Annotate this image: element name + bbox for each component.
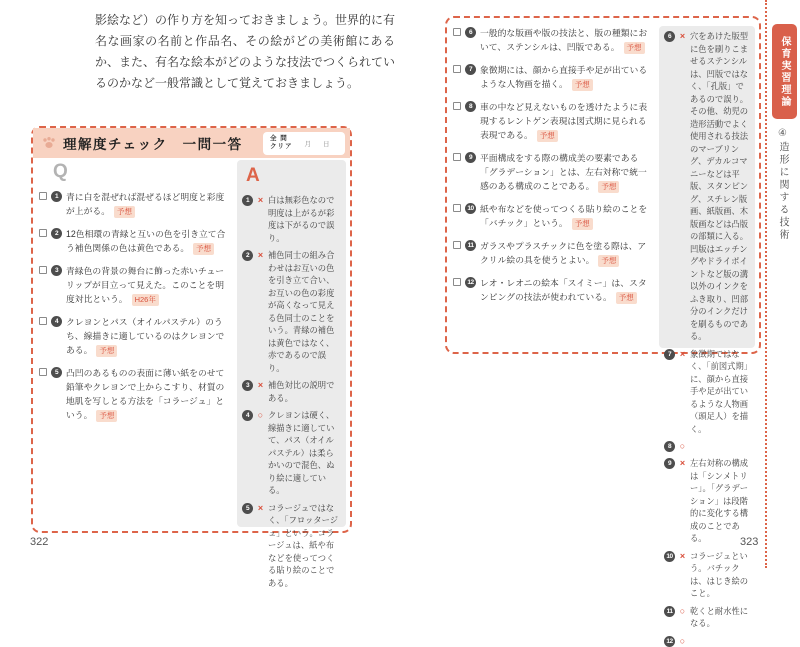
question-tag: H26年 — [132, 294, 159, 306]
answer-mark: × — [257, 380, 264, 390]
answer-number: 1 — [242, 195, 253, 206]
question-checkbox[interactable] — [453, 278, 461, 286]
question-number: 6 — [465, 27, 476, 38]
question-tag: 予想 — [572, 218, 593, 230]
answer-item — [242, 379, 341, 404]
answer-number: 10 — [664, 551, 675, 562]
answer-item — [664, 348, 750, 436]
question-tag: 予想 — [598, 181, 619, 193]
question-text: 12色相環の青緑と互いの色を引き立て合う補色関係の色は黄色である。 — [66, 229, 226, 253]
answer-number: 6 — [664, 31, 675, 42]
question-text: ガラスやプラスチックに色を塗る際は、アクリル絵の具を使うとよい。 — [480, 241, 647, 265]
question-checkbox[interactable] — [453, 153, 461, 161]
answer-text: クレヨンは硬く、線描きに適していて、パス（オイルパステル）は柔らかいので混色、ぬり絵に適している。 — [268, 410, 335, 495]
answer-number: 2 — [242, 250, 253, 261]
question-tag: 予想 — [193, 243, 214, 255]
answer-text: コラージュではなく、「フロッタージュ」という。コラージュは、紙や布などを使ってつくる貼り絵のことである。 — [268, 502, 339, 588]
page-number-left: 322 — [30, 536, 49, 548]
answer-column-left — [237, 160, 346, 588]
question-tag: 予想 — [572, 79, 593, 91]
answer-mark: × — [679, 550, 686, 561]
sidebar-chapter-label: 保育実習理論 — [779, 35, 790, 108]
question-item — [453, 239, 653, 267]
month-label: 月 — [304, 140, 311, 148]
question-item — [39, 190, 231, 218]
question-item — [39, 366, 231, 422]
all-clear-label — [270, 135, 293, 151]
answer-mark: × — [257, 502, 264, 513]
answer-number: 9 — [664, 458, 675, 469]
question-list-right — [453, 26, 653, 304]
question-text: 平面構成をする際の構成美の要素である「グラデーション」とは、左右対称で統一感のある構成のことである。 — [480, 153, 647, 191]
question-item — [39, 315, 231, 357]
all-clear-line2: クリア — [270, 143, 293, 150]
question-tag: 予想 — [114, 206, 135, 218]
question-item — [39, 227, 231, 255]
answer-item — [664, 30, 750, 343]
question-text: 象徴期には、顔から直接手や足が出ているような人物画を描く。 — [480, 65, 648, 89]
question-item — [453, 100, 653, 142]
answer-text: 補色同士の組み合わせはお互いの色を引き立て合い、お互いの色の彩度が高くなって見える色同士のことをいう。青緑の補色は黄色ではなく、赤であるので誤り。 — [268, 250, 335, 373]
answer-mark: × — [679, 31, 686, 41]
question-checkbox[interactable] — [453, 28, 461, 36]
sidebar-divider — [765, 0, 767, 568]
question-item — [453, 202, 653, 230]
answer-number: 7 — [664, 349, 675, 360]
answer-number: 11 — [664, 606, 675, 617]
question-list-left — [39, 190, 231, 422]
question-number: 4 — [51, 316, 62, 327]
answer-mark: × — [257, 195, 264, 205]
question-number: 10 — [465, 203, 476, 214]
answer-item — [242, 194, 341, 244]
question-number: 8 — [465, 101, 476, 112]
question-checkbox[interactable] — [39, 229, 47, 237]
answer-number: 8 — [664, 441, 675, 452]
question-number: 3 — [51, 265, 62, 276]
answer-mark: ○ — [679, 605, 686, 616]
question-tag: 予想 — [96, 345, 117, 357]
question-column-left — [39, 160, 237, 527]
answer-mark: × — [257, 250, 264, 260]
answer-text: 左右対称の構成は「シンメトリー」。「グラデーション」は段階的に変化する構成のことである。 — [690, 458, 749, 543]
question-item — [453, 276, 653, 304]
question-text: クレヨンとパス（オイルパステル）のうち、線描きに適しているのはクレヨンである。 — [66, 317, 225, 355]
answer-mark: × — [679, 458, 686, 468]
sidebar-chapter-tab — [772, 24, 797, 119]
question-tag: 予想 — [616, 292, 637, 304]
answer-item — [664, 440, 750, 452]
sidebar-section-label — [775, 128, 790, 242]
answer-text: 穴をあけた版型に色を刷りこませるステンシルは、凹版ではなく、「孔版」であるので誤り。その他、幼児の造形活動でよく使用される技法のマーブリング、デカルコマニーなどは平版、スタンピング、スチレン版画、紙版画、木版画などは凸版の部類に入る。凹版はエッチングやドライポイントなど版の溝以外のインクをふき取り、凹部分のインクだけを刷るものである。 — [690, 31, 749, 341]
question-number: 1 — [51, 191, 62, 202]
q-column-header: Q — [53, 161, 68, 182]
answer-number: 3 — [242, 380, 253, 391]
question-checkbox[interactable] — [453, 241, 461, 249]
question-column-right — [453, 26, 659, 348]
question-number: 11 — [465, 240, 476, 251]
answer-mark: ○ — [257, 410, 264, 420]
answer-number: 12 — [664, 636, 675, 647]
answer-text: 象徴期ではなく、「前図式期」に、顔から直接手や足が出ているような人物画（頭足人）を描く。 — [690, 348, 749, 434]
question-checkbox[interactable] — [39, 266, 47, 274]
day-label: 日 — [323, 140, 330, 148]
answer-number: 5 — [242, 503, 253, 514]
answer-mark: ○ — [679, 441, 686, 451]
question-number: 9 — [465, 152, 476, 163]
question-text: 一般的な版画や版の技法と、版の種類において、ステンシルは、凹版である。 — [480, 28, 648, 52]
question-text: 凸凹のあるものの表面に薄い紙をのせて鉛筆やクレヨンで上からこすり、材質の地肌を写しとる方法を「コラージュ」という。 — [66, 368, 225, 420]
question-checkbox[interactable] — [453, 102, 461, 110]
answer-item — [242, 409, 341, 497]
page-number-right: 323 — [740, 536, 759, 548]
question-number: 2 — [51, 228, 62, 239]
answer-item — [664, 605, 750, 630]
question-tag: 予想 — [598, 255, 619, 267]
question-text: 紙や布などを使ってつくる貼り絵のことを「バチック」という。 — [480, 204, 648, 228]
answer-mark: ○ — [679, 635, 686, 646]
answer-number: 4 — [242, 410, 253, 421]
paw-icon — [41, 136, 57, 150]
question-number: 5 — [51, 367, 62, 378]
answer-list-right — [664, 30, 750, 647]
question-text: レオ・レオニの絵本「スイミー」は、スタンピングの技法が使われている。 — [480, 278, 647, 302]
question-text: 車の中など見えないものを透けたように表現するレントゲン表現は図式期に見られる表現である。 — [480, 102, 648, 140]
question-tag: 予想 — [96, 410, 117, 422]
question-text: 青緑色の背景の舞台に飾った赤いチューリップが目立って見えた。このことを明度対比という。 — [66, 266, 225, 304]
sidebar-section-number: ④ — [777, 128, 788, 142]
question-number: 12 — [465, 277, 476, 288]
answer-item — [242, 249, 341, 374]
answer-text: 補色対比の説明である。 — [268, 380, 335, 403]
answer-item — [664, 635, 750, 647]
question-checkbox[interactable] — [453, 65, 461, 73]
sidebar-section-title: 造形に関する技術 — [777, 141, 788, 242]
question-item — [39, 264, 231, 306]
question-checkbox[interactable] — [39, 368, 47, 376]
a-column-header: A — [246, 165, 260, 186]
all-clear-line1: 全 問 — [270, 135, 288, 142]
all-clear-box — [263, 132, 345, 155]
answer-item — [664, 550, 750, 600]
question-tag: 予想 — [537, 130, 558, 142]
quiz-header — [33, 128, 350, 158]
answer-text: 乾くと耐水性になる。 — [690, 605, 749, 628]
intro-paragraph: 影絵など）の作り方を知っておきましょう。世界的に有名な画家の名前と作品名、その絵がどの美術館にあるか、また、有名な絵本がどのような技法でつくられているのかなど一般常識として覚えておきましょう。 — [95, 13, 396, 90]
answer-mark: × — [679, 348, 686, 359]
question-text: 青に白を混ぜれば混ぜるほど明度と彩度が上がる。 — [66, 192, 225, 216]
answer-text: コラージュという。バチックは、はじき絵のこと。 — [690, 550, 749, 598]
question-checkbox[interactable] — [453, 204, 461, 212]
question-item — [453, 26, 653, 54]
answer-text: 白は無彩色なので明度は上がるが彩度は下がるので誤り。 — [268, 195, 335, 243]
question-item — [453, 151, 653, 193]
answer-item — [242, 502, 341, 590]
question-checkbox[interactable] — [39, 192, 47, 200]
question-number: 7 — [465, 64, 476, 75]
quiz-title: 理解度チェック 一問一答 — [63, 137, 243, 152]
answer-list-left — [242, 194, 341, 589]
question-tag: 予想 — [624, 42, 645, 54]
question-checkbox[interactable] — [39, 317, 47, 325]
question-item — [453, 63, 653, 91]
answer-item — [664, 457, 750, 545]
